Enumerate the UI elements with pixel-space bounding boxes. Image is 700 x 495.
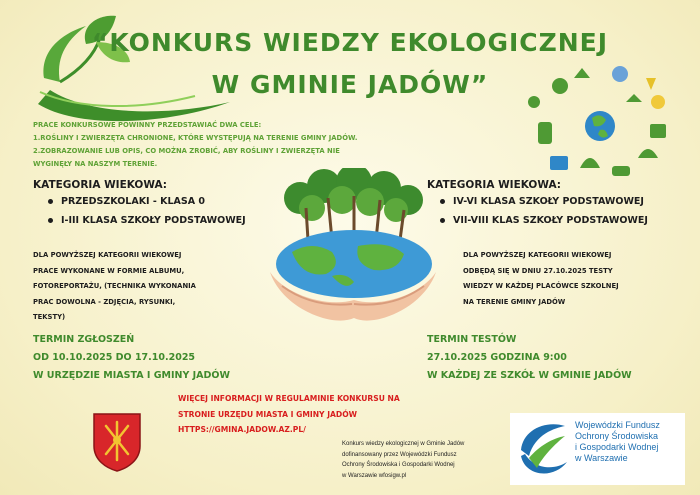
intro-text bbox=[33, 119, 393, 171]
termin-place: W KAŻDEJ ZE SZKÓŁ W GMINIE JADÓW bbox=[427, 370, 632, 381]
credit-text bbox=[342, 439, 502, 481]
termin-date: 27.10.2025 GODZINA 9:00 bbox=[427, 352, 567, 363]
wfos-logo-icon bbox=[515, 416, 571, 480]
right-kategoria-heading: KATEGORIA WIEKOWA: bbox=[427, 179, 561, 191]
website-link[interactable]: HTTPS://GMINA.JADOW.AZ.PL/ bbox=[178, 425, 306, 434]
title-line-2: W GMINIE JADÓW” bbox=[211, 70, 489, 99]
right-termin bbox=[427, 331, 632, 385]
list-item: VII-VIII KLAS SZKOŁY PODSTAWOWEJ bbox=[438, 211, 648, 230]
desc-line: PRACE WYKONANE W FORMIE ALBUMU, bbox=[33, 266, 185, 275]
desc-line: NA TERENIE GMINY JADÓW bbox=[463, 297, 566, 306]
list-item: IV-VI KLASA SZKOŁY PODSTAWOWEJ bbox=[438, 192, 648, 211]
left-category-list bbox=[46, 192, 246, 230]
jadow-coat-of-arms bbox=[92, 412, 142, 472]
info-line: WIĘCEJ INFORMACJI W REGULAMINIE KONKURSU NA bbox=[178, 394, 400, 403]
termin-place: W URZĘDZIE MIASTA I GMINY JADÓW bbox=[33, 370, 230, 381]
logo-line: w Warszawie bbox=[575, 453, 628, 463]
credit-line: Konkurs wiedzy ekologicznej w Gminie Jadów bbox=[342, 441, 465, 447]
left-termin bbox=[33, 331, 230, 385]
info-line: STRONIE URZĘDU MIASTA I GMINY JADÓW bbox=[178, 409, 358, 419]
desc-line: PRAC DOWOLNA - ZDJĘCIA, RYSUNKI, bbox=[33, 297, 176, 306]
termin-title: TERMIN ZGŁOSZEŃ bbox=[33, 334, 135, 345]
desc-line: DLA POWYŻSZEJ KATEGORII WIEKOWEJ bbox=[463, 251, 612, 259]
left-description bbox=[33, 248, 196, 326]
desc-line: WIEDZY W KAŻDEJ PLACÓWCE SZKOLNEJ bbox=[463, 282, 619, 290]
right-category-list bbox=[438, 192, 648, 230]
info-text bbox=[178, 391, 400, 438]
intro-line: 2.ZOBRAZOWANIE LUB OPIS, CO MOŻNA ZROBIĆ, ABY ROŚLINY I ZWIERZĘTA NIE bbox=[33, 147, 340, 155]
termin-title: TERMIN TESTÓW bbox=[427, 334, 517, 345]
desc-line: TEKSTY) bbox=[33, 313, 66, 321]
right-description bbox=[463, 248, 619, 310]
eco-icons-circle bbox=[520, 62, 680, 190]
credit-line: dofinansowany przez Wojewódzki Fundusz bbox=[342, 451, 457, 458]
logo-line: Wojewódzki Fundusz bbox=[575, 420, 660, 430]
globe-hands-trees-illustration bbox=[262, 168, 442, 336]
list-item: PRZEDSZKOLAKI - KLASA 0 bbox=[46, 192, 246, 211]
credit-line: Ochrony Środowiska i Gospodarki Wodnej bbox=[342, 462, 455, 468]
desc-line: FOTOREPORTAŻU, (TECHNIKA WYKONANIA bbox=[33, 282, 196, 290]
title-line-1: “KONKURS WIEDZY EKOLOGICZNEJ bbox=[91, 28, 609, 57]
logo-line: i Gospodarki Wodnej bbox=[575, 442, 659, 452]
desc-line: DLA POWYŻSZEJ KATEGORII WIEKOWEJ bbox=[33, 251, 182, 259]
intro-line: WYGINĘŁY NA NASZYM TERENIE. bbox=[33, 160, 158, 168]
credit-line: w Warszawie wfosigw.pl bbox=[342, 472, 407, 479]
intro-line: 1.ROŚLINY I ZWIERZĘTA CHRONIONE, KTÓRE WYSTĘPUJĄ NA TERENIE GMINY JADÓW. bbox=[33, 134, 358, 142]
termin-date: OD 10.10.2025 DO 17.10.2025 bbox=[33, 352, 196, 363]
wfos-logo-text bbox=[575, 420, 685, 464]
intro-line: PRACE KONKURSOWE POWINNY PRZEDSTAWIAĆ DWA CELE: bbox=[33, 121, 262, 129]
logo-line: Ochrony Środowiska bbox=[575, 431, 659, 441]
desc-line: ODBĘDĄ SIĘ W DNIU 27.10.2025 TESTY bbox=[463, 266, 613, 275]
left-kategoria-heading: KATEGORIA WIEKOWA: bbox=[33, 179, 167, 191]
list-item: I-III KLASA SZKOŁY PODSTAWOWEJ bbox=[46, 211, 246, 230]
